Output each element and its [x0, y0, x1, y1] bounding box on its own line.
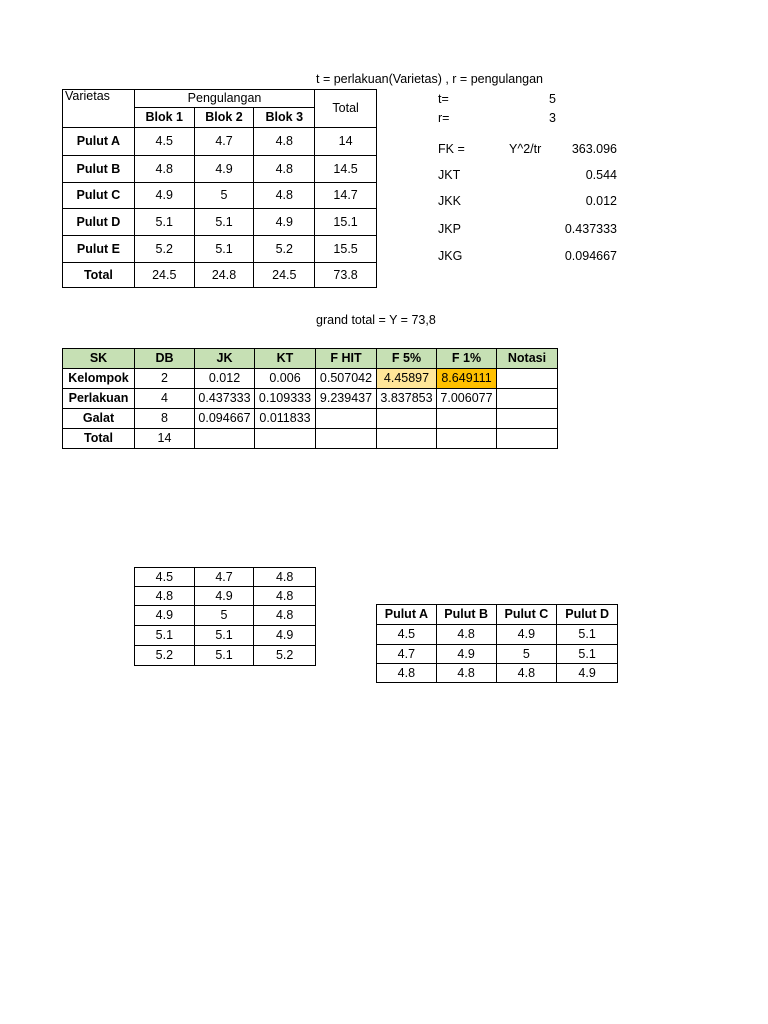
row-total: 15.1	[315, 209, 377, 236]
table-cell: 4.8	[496, 664, 557, 683]
anova-header-f5: F 5%	[377, 349, 437, 369]
table-row	[63, 156, 377, 183]
table-cell: 4.7	[194, 128, 254, 156]
table-cell: 0.011833	[255, 409, 316, 429]
table-cell	[316, 429, 377, 449]
jkg-value: 0.094667	[564, 249, 617, 263]
table-cell: 5.2	[135, 646, 195, 666]
header-total: Total	[315, 90, 377, 128]
pulut-table	[376, 604, 618, 683]
table-cell: 24.5	[134, 263, 194, 288]
table-cell: 7.006077	[437, 389, 497, 409]
table-row	[63, 128, 377, 156]
table-cell: 5.2	[134, 236, 194, 263]
row-total: 14.5	[315, 156, 377, 183]
table-cell: 4.7	[194, 568, 254, 587]
row-label: Pulut E	[63, 236, 135, 263]
row-label: Pulut A	[63, 128, 135, 156]
f1-highlight-cell: 8.649111	[437, 369, 497, 389]
table-cell: 4.9	[254, 209, 315, 236]
table-cell	[255, 429, 316, 449]
jkp-label: JKP	[438, 222, 461, 236]
header-pengulangan: Pengulangan	[134, 90, 314, 108]
pulut-header-b: Pulut B	[436, 605, 496, 625]
table-cell: 2	[135, 369, 195, 389]
anova-header-jk: JK	[195, 349, 255, 369]
table-cell: 4.9	[194, 156, 254, 183]
header-blok-1: Blok 1	[134, 108, 194, 128]
table-row	[135, 568, 316, 587]
table-cell: 5.1	[194, 626, 254, 646]
table-cell: 5	[496, 645, 557, 664]
row-total: 14.7	[315, 183, 377, 209]
table-cell: 4.9	[436, 645, 496, 664]
anova-header-db: DB	[135, 349, 195, 369]
table-cell: 0.507042	[316, 369, 377, 389]
table-cell: 5.2	[254, 646, 316, 666]
table-cell: 5.1	[194, 236, 254, 263]
pulut-header-a: Pulut A	[377, 605, 437, 625]
table-cell: 4.7	[377, 645, 437, 664]
table-cell: 4	[135, 389, 195, 409]
pulut-header-d: Pulut D	[557, 605, 618, 625]
row-label: Pulut B	[63, 156, 135, 183]
row-total: 14	[315, 128, 377, 156]
row-label: Pulut D	[63, 209, 135, 236]
table-cell: 4.9	[134, 183, 194, 209]
t-label: t=	[438, 92, 449, 106]
row-label: Perlakuan	[63, 389, 135, 409]
table-cell	[437, 409, 497, 429]
main-table	[62, 89, 377, 288]
table-cell: 4.5	[134, 128, 194, 156]
table-row	[135, 587, 316, 606]
table-row	[63, 209, 377, 236]
jkk-label: JKK	[438, 194, 461, 208]
row-label: Pulut C	[63, 183, 135, 209]
f5-highlight-cell: 4.45897	[377, 369, 437, 389]
anova-header-notasi: Notasi	[497, 349, 558, 369]
r-label: r=	[438, 111, 450, 125]
jkt-value: 0.544	[585, 168, 617, 182]
table-cell	[316, 409, 377, 429]
row-label: Total	[63, 429, 135, 449]
table-cell	[377, 409, 437, 429]
table-cell: 4.5	[377, 625, 437, 645]
table-row	[135, 646, 316, 666]
table-row	[377, 625, 618, 645]
table-row	[63, 429, 558, 449]
table-cell: 5.1	[135, 626, 195, 646]
jkg-label: JKG	[438, 249, 463, 263]
anova-header-kt: KT	[255, 349, 316, 369]
table-cell: 4.8	[254, 568, 316, 587]
jkp-value: 0.437333	[564, 222, 617, 236]
grand-total-cell: 73.8	[315, 263, 377, 288]
header-blok-3: Blok 3	[254, 108, 315, 128]
table-cell: 24.8	[194, 263, 254, 288]
table-row	[135, 626, 316, 646]
small-values-table	[134, 567, 316, 666]
table-cell	[497, 389, 558, 409]
row-label: Galat	[63, 409, 135, 429]
row-label: Total	[63, 263, 135, 288]
table-cell: 5.1	[194, 646, 254, 666]
table-cell: 4.5	[135, 568, 195, 587]
row-total: 15.5	[315, 236, 377, 263]
table-cell: 4.8	[254, 183, 315, 209]
table-cell: 3.837853	[377, 389, 437, 409]
anova-header-sk: SK	[63, 349, 135, 369]
table-cell: 4.9	[496, 625, 557, 645]
table-cell: 0.109333	[255, 389, 316, 409]
r-value: 3	[549, 111, 556, 125]
table-row	[63, 389, 558, 409]
table-cell: 0.437333	[195, 389, 255, 409]
table-row	[135, 606, 316, 626]
fk-label: FK =	[438, 142, 465, 156]
table-cell: 4.9	[254, 626, 316, 646]
table-cell	[195, 429, 255, 449]
table-row	[63, 369, 558, 389]
table-cell	[377, 429, 437, 449]
table-cell: 5	[194, 606, 254, 626]
table-cell: 4.8	[135, 587, 195, 606]
table-cell: 5	[194, 183, 254, 209]
row-label: Kelompok	[63, 369, 135, 389]
anova-table	[62, 348, 558, 449]
table-cell: 4.8	[377, 664, 437, 683]
header-text: t = perlakuan(Varietas) , r = pengulangan	[316, 72, 543, 86]
table-cell	[497, 409, 558, 429]
jkk-value: 0.012	[585, 194, 617, 208]
anova-header-f1: F 1%	[437, 349, 497, 369]
table-cell: 0.006	[255, 369, 316, 389]
table-cell: 5.1	[557, 645, 618, 664]
table-cell: 4.8	[254, 606, 316, 626]
table-cell	[497, 369, 558, 389]
table-cell: 4.8	[436, 664, 496, 683]
t-value: 5	[549, 92, 556, 106]
fk-formula: Y^2/tr	[509, 142, 542, 156]
table-cell: 4.9	[194, 587, 254, 606]
table-cell: 4.9	[135, 606, 195, 626]
anova-header-fhit: F HIT	[316, 349, 377, 369]
table-cell: 4.8	[254, 156, 315, 183]
header-blok-2: Blok 2	[194, 108, 254, 128]
table-cell: 8	[135, 409, 195, 429]
table-cell: 4.9	[557, 664, 618, 683]
table-row	[63, 236, 377, 263]
table-cell: 4.8	[254, 587, 316, 606]
table-cell	[437, 429, 497, 449]
table-cell: 5.1	[194, 209, 254, 236]
table-row	[63, 183, 377, 209]
pulut-header-row	[377, 605, 618, 625]
pulut-header-c: Pulut C	[496, 605, 557, 625]
table-total-row	[63, 263, 377, 288]
table-cell: 5.1	[134, 209, 194, 236]
table-cell: 24.5	[254, 263, 315, 288]
table-cell: 0.012	[195, 369, 255, 389]
header-varietas: Varietas	[63, 90, 135, 128]
table-cell: 14	[135, 429, 195, 449]
table-cell: 5.2	[254, 236, 315, 263]
table-cell: 9.239437	[316, 389, 377, 409]
table-row	[63, 409, 558, 429]
anova-header-row	[63, 349, 558, 369]
table-cell: 5.1	[557, 625, 618, 645]
fk-value: 363.096	[571, 142, 617, 156]
table-cell: 0.094667	[195, 409, 255, 429]
table-cell	[497, 429, 558, 449]
jkt-label: JKT	[438, 168, 461, 182]
table-cell: 4.8	[436, 625, 496, 645]
table-row	[377, 664, 618, 683]
table-cell: 4.8	[134, 156, 194, 183]
grand-total-text: grand total = Y = 73,8	[316, 313, 436, 327]
table-row	[377, 645, 618, 664]
table-cell: 4.8	[254, 128, 315, 156]
